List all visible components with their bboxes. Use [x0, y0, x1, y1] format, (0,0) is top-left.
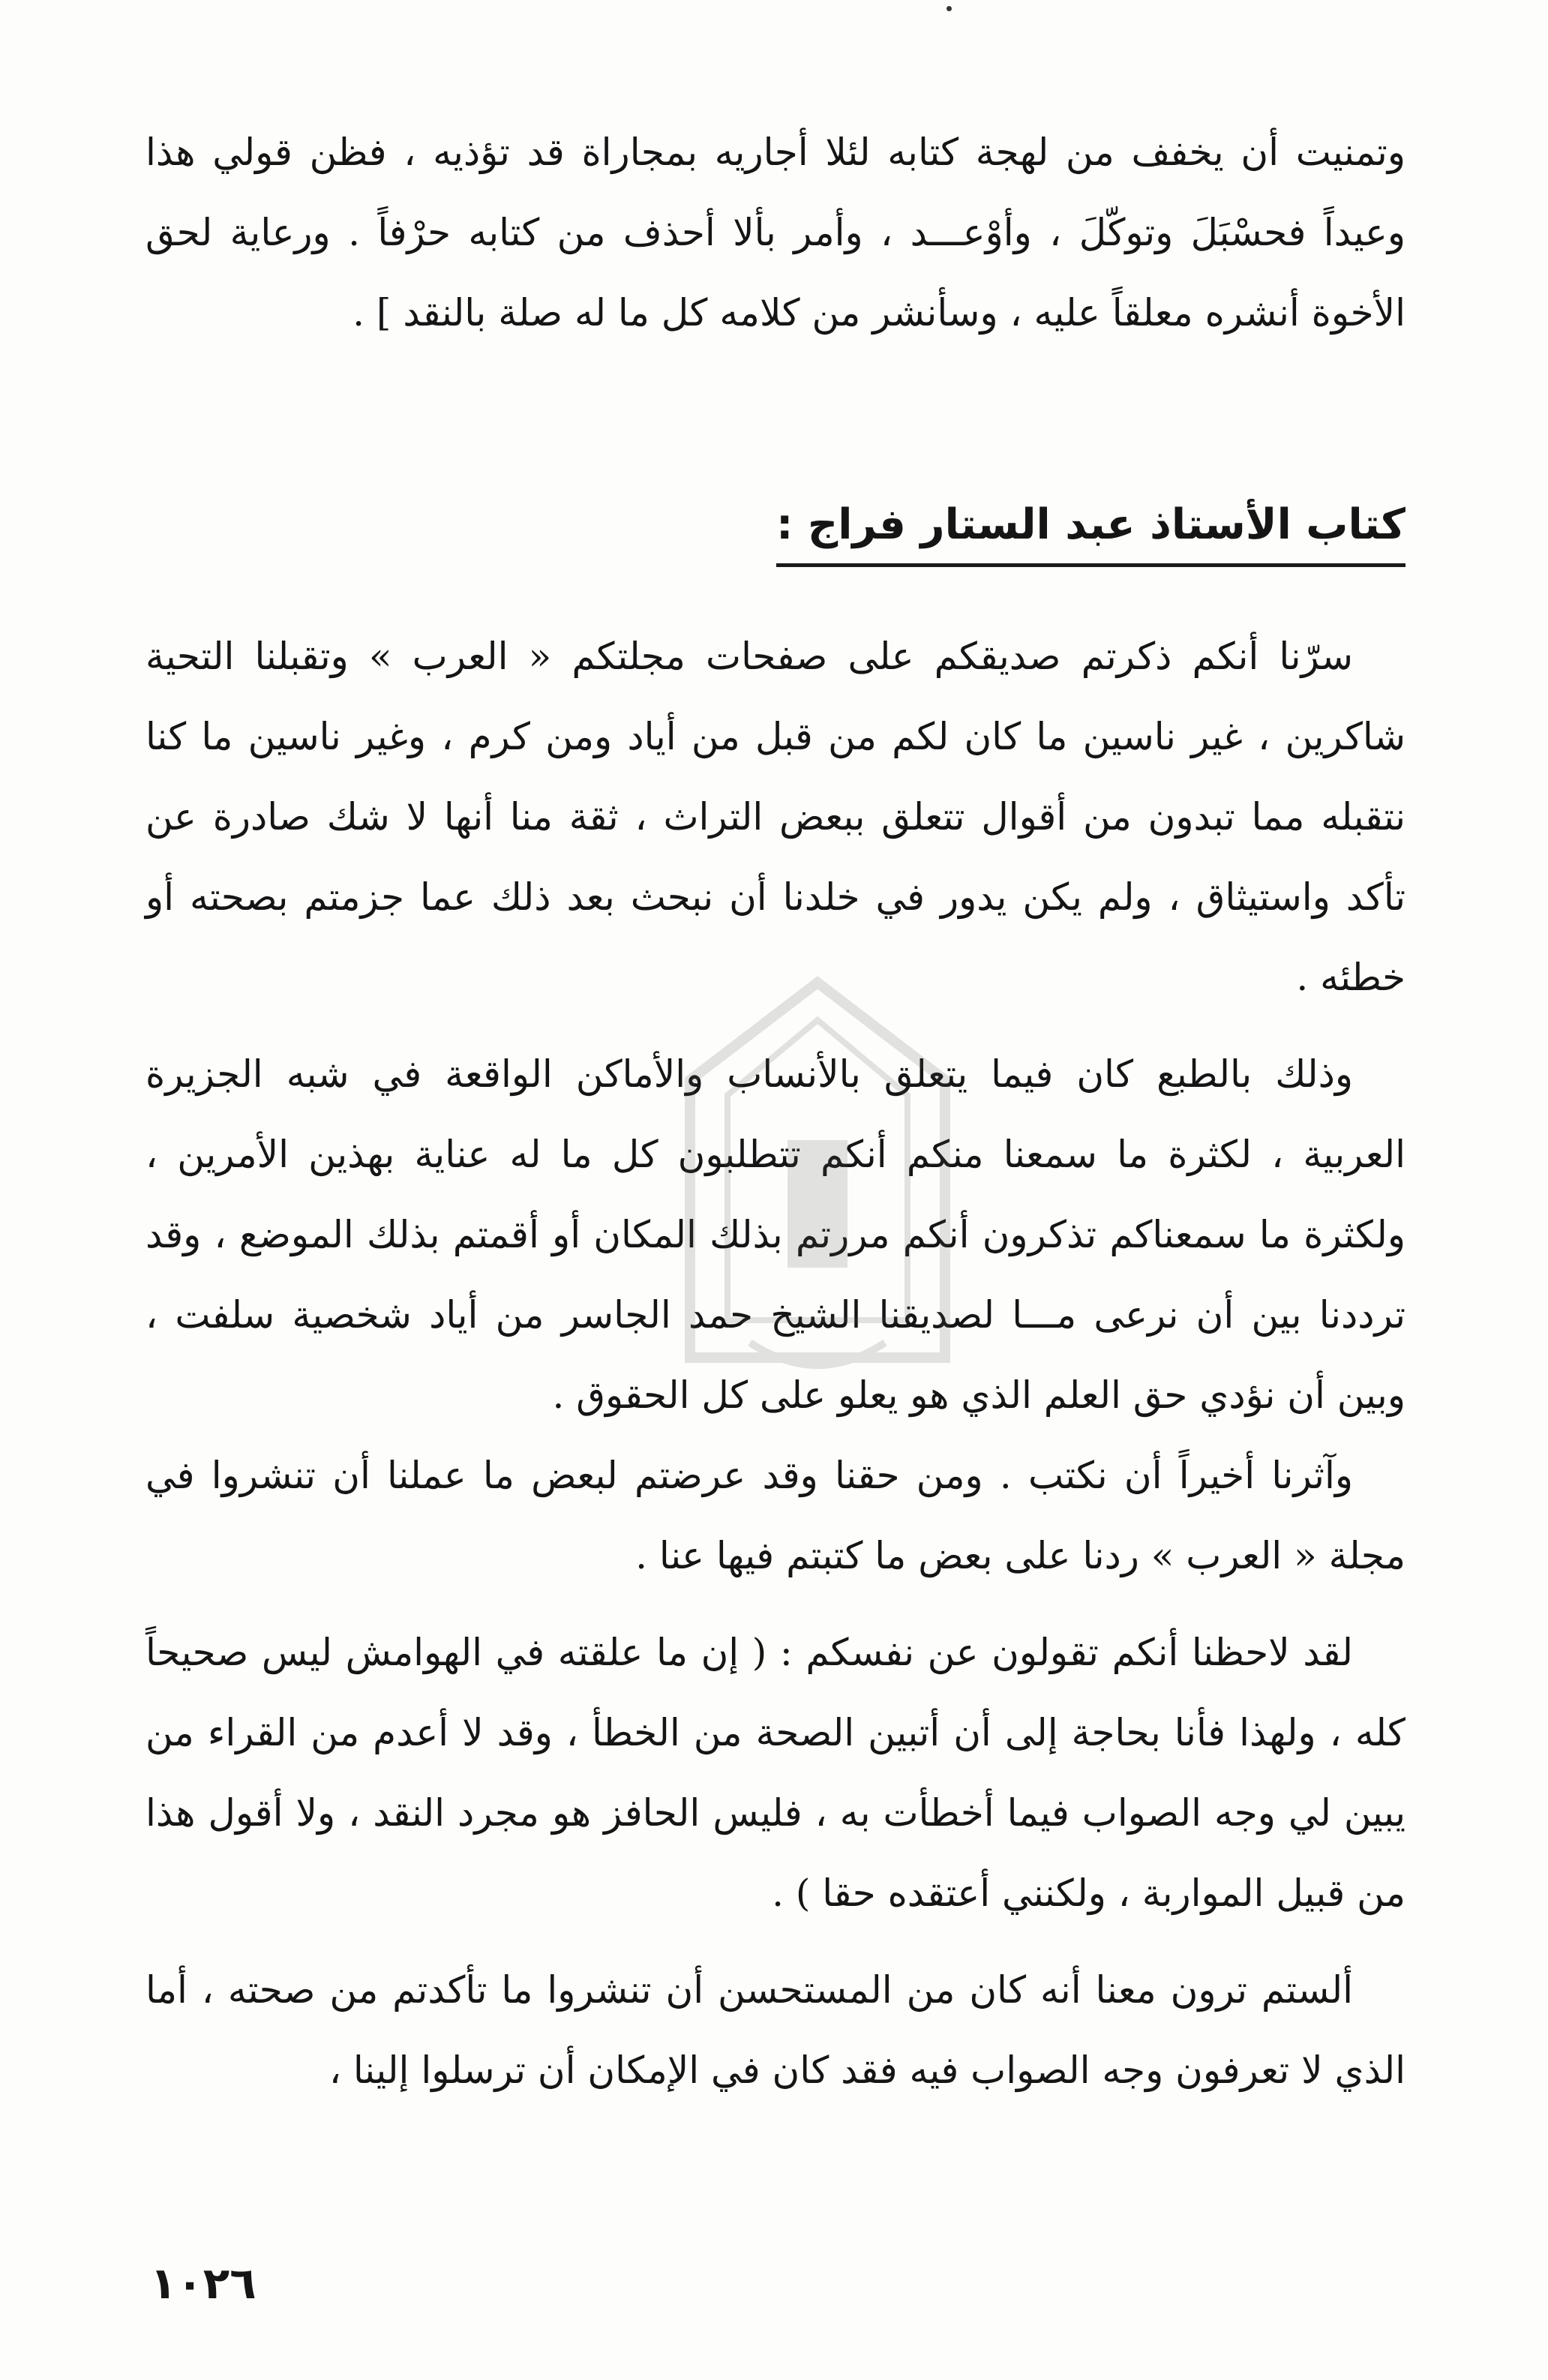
paragraph-1: سرّنا أنكم ذكرتم صديقكم على صفحات مجلتكم « العرب » وتقبلنا التحية شاكرين ، غير ناسين ما كان لكم من قبل من أياد ومن كرم ، وغير ناسين ما كنا نتقبله مما تبدون من أقوال تتعلق ببعض التراث ، ثقة منا أنها لا شك صادرة عن تأكد واستيثاق ، ولم يكن يدور في خلدنا أن نبحث بعد ذلك عما جزمتم بصحته أو خطئه . — [146, 635, 1406, 999]
page-number: ١٠٢٦ — [150, 2258, 256, 2309]
paragraph-4: لقد لاحظنا أنكم تقولون عن نفسكم : ( إن ما علقته في الهوامش ليس صحيحاً كله ، ولهذا فأنا بحاجة إلى أن أتبين الصحة من الخطأ ، وقد لا أعدم من القراء من يبين لي وجه الصواب فيما أخطأت به ، فليس الحافز هو مجرد النقد ، ولا أقول هذا من قبيل المواربة ، ولكنني أعتقده حقا ) . — [146, 1631, 1406, 1915]
paragraph-3: وآثرنا أخيراً أن نكتب . ومن حقنا وقد عرضتم لبعض ما عملنا أن تنشروا في مجلة « العرب » ردنا على بعض ما كتبتم فيها عنا . — [146, 1454, 1406, 1577]
paragraph-2: وذلك بالطبع كان فيما يتعلق بالأنساب والأماكن الواقعة في شبه الجزيرة العربية ، لكثرة ما سمعنا منكم أنكم تتطلبون كل ما له عناية بهذين الأمرين ، ولكثرة ما سمعناكم تذكرون أنكم مررتم بذلك المكان أو أقمتم بذلك الموضع ، وقد ترددنا بين أن نرعى مـــا لصديقنا الشيخ حمد الجاسر من أياد شخصية سلفت ، وبين أن نؤدي حق العلم الذي هو يعلو على كل الحقوق . — [146, 1052, 1406, 1417]
opening-block — [146, 113, 1406, 353]
paragraph-5: ألستم ترون معنا أنه كان من المستحسن أن تنشروا ما تأكدتم من صحته ، أما الذي لا تعرفون وجه الصواب فيه فقد كان في الإمكان أن ترسلوا إلينا ، — [146, 1968, 1406, 2092]
section-heading: كتاب الأستاذ عبد الستار فراج : — [776, 491, 1406, 567]
scan-speck — [946, 6, 952, 11]
letter-body — [146, 617, 1406, 2111]
opening-paragraph: وتمنيت أن يخفف من لهجة كتابه لئلا أجاريه بمجاراة قد تؤذيه ، فظن قولي هذا وعيداً فحسْبَلَ وتوكّلَ ، وأوْعـــد ، وأمر بألا أحذف من كتابه حرْفاً . ورعاية لحق الأخوة أنشره معلقاً عليه ، وسأنشر من كلامه كل ما له صلة بالنقد ] . — [146, 131, 1406, 335]
